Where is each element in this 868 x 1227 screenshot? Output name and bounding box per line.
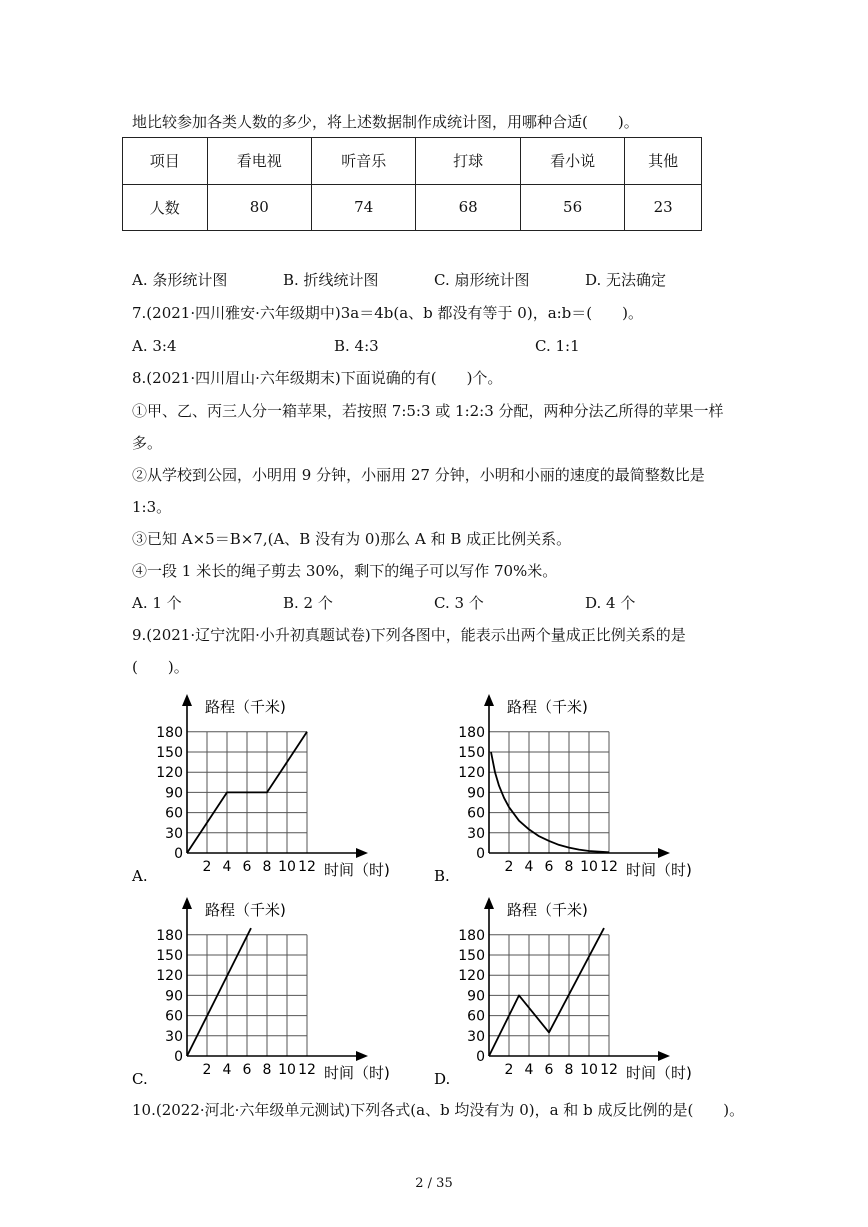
x-tick-label: 10 (278, 859, 296, 875)
q8-option-d[interactable]: D. 4 个 (585, 594, 636, 612)
q7-text: 7.(2021·四川雅安·六年级期中)3a＝4b(a、b 都没有等于 0)，a:b＝( )。 (132, 304, 643, 322)
series-line (489, 928, 604, 1056)
y-tick-label: 180 (458, 724, 485, 741)
option-label: A. (132, 867, 148, 885)
x-tick-label: 12 (600, 1062, 618, 1078)
y-tick-label: 90 (165, 785, 183, 802)
q8-item-4: ④一段 1 米长的绳子剪去 30%，剩下的绳子可以写作 70%米。 (132, 562, 558, 580)
y-tick-label: 180 (156, 724, 183, 741)
y-tick-label: 150 (156, 745, 183, 761)
graph-option-a[interactable] (130, 690, 400, 890)
x-axis-title: 时间（时) (324, 1064, 390, 1082)
graph-option-c[interactable] (130, 893, 400, 1093)
y-tick-label: 30 (165, 825, 183, 842)
q7-option-a[interactable]: A. 3:4 (132, 337, 177, 355)
q7-option-c[interactable]: C. 1:1 (535, 337, 580, 355)
y-tick-label: 0 (476, 846, 485, 862)
x-axis-title: 时间（时) (626, 861, 692, 879)
x-tick-label: 8 (564, 1062, 574, 1078)
graph-svg (130, 893, 400, 1093)
q6-intro: 地比较参加各类人数的多少，将上述数据制作成统计图，用哪种合适( )。 (132, 113, 639, 131)
x-tick-label: 12 (298, 859, 316, 875)
x-tick-label: 2 (504, 1062, 514, 1078)
q6-option-d[interactable]: D. 无法确定 (585, 271, 667, 289)
y-tick-label: 30 (165, 1028, 183, 1045)
table-cell: 看小说 (520, 138, 624, 185)
q8-item-2-cont: 1:3。 (132, 498, 172, 516)
x-tick-label: 12 (600, 859, 618, 875)
table-cell: 看电视 (207, 138, 311, 185)
option-label: C. (132, 1070, 148, 1088)
x-tick-label: 4 (524, 1062, 534, 1078)
q6-option-b[interactable]: B. 折线统计图 (283, 271, 379, 289)
x-tick-label: 8 (564, 859, 574, 875)
x-tick-label: 4 (222, 859, 232, 875)
q8-option-a[interactable]: A. 1 个 (132, 594, 182, 612)
y-tick-label: 90 (467, 988, 485, 1005)
option-label: B. (434, 867, 450, 885)
q6-option-c[interactable]: C. 扇形统计图 (434, 271, 530, 289)
y-tick-label: 60 (467, 1008, 485, 1025)
y-axis-arrow (484, 694, 494, 706)
table-cell: 23 (625, 184, 702, 231)
x-axis-title: 时间（时) (626, 1064, 692, 1082)
q9-text-cont: ( )。 (132, 658, 189, 676)
x-tick-label: 2 (504, 859, 514, 875)
x-tick-label: 10 (278, 1062, 296, 1078)
table-cell: 打球 (416, 138, 520, 185)
y-tick-label: 60 (165, 1008, 183, 1025)
y-tick-label: 30 (467, 825, 485, 842)
x-tick-label: 6 (242, 859, 252, 875)
y-tick-label: 180 (156, 927, 183, 944)
q8-option-c[interactable]: C. 3 个 (434, 594, 484, 612)
option-label: D. (434, 1070, 451, 1088)
series-line (187, 928, 251, 1056)
y-tick-label: 180 (458, 927, 485, 944)
x-tick-label: 2 (202, 1062, 212, 1078)
y-tick-label: 120 (458, 765, 485, 782)
q8-text: 8.(2021·四川眉山·六年级期末)下面说确的有( )个。 (132, 369, 503, 387)
x-tick-label: 12 (298, 1062, 316, 1078)
y-tick-label: 0 (174, 846, 183, 862)
y-tick-label: 0 (174, 1049, 183, 1065)
y-tick-label: 0 (476, 1049, 485, 1065)
x-tick-label: 6 (242, 1062, 252, 1078)
y-tick-label: 120 (156, 968, 183, 985)
x-axis-arrow (658, 1051, 670, 1061)
y-axis-title: 路程（千米) (507, 901, 588, 919)
y-tick-label: 60 (467, 805, 485, 822)
q7-option-b[interactable]: B. 4:3 (334, 337, 379, 355)
x-tick-label: 8 (262, 1062, 272, 1078)
q6-option-a[interactable]: A. 条形统计图 (132, 271, 228, 289)
x-axis-arrow (658, 848, 670, 858)
graph-svg (130, 690, 400, 890)
table-cell: 74 (311, 184, 415, 231)
y-axis-arrow (182, 694, 192, 706)
x-tick-label: 10 (580, 1062, 598, 1078)
y-tick-label: 120 (458, 968, 485, 985)
table-cell: 其他 (625, 138, 702, 185)
q10-text: 10.(2022·河北·六年级单元测试)下列各式(a、b 均没有为 0)，a 和 b 成反比例的是( )。 (132, 1101, 745, 1119)
y-tick-label: 60 (165, 805, 183, 822)
x-tick-label: 6 (544, 1062, 554, 1078)
q8-item-2: ②从学校到公园，小明用 9 分钟，小丽用 27 分钟，小明和小丽的速度的最简整数比是 (132, 466, 705, 484)
x-tick-label: 4 (524, 859, 534, 875)
x-axis-arrow (356, 1051, 368, 1061)
y-axis-arrow (182, 897, 192, 909)
y-tick-label: 150 (458, 745, 485, 761)
y-tick-label: 150 (458, 948, 485, 964)
q8-item-3: ③已知 A×5＝B×7,(A、B 没有为 0)那么 A 和 B 成正比例关系。 (132, 530, 572, 548)
q9-text: 9.(2021·辽宁沈阳·小升初真题试卷)下列各图中，能表示出两个量成正比例关系的是 (132, 626, 686, 644)
y-tick-label: 30 (467, 1028, 485, 1045)
y-tick-label: 120 (156, 765, 183, 782)
table-cell: 56 (520, 184, 624, 231)
y-axis-title: 路程（千米) (507, 698, 588, 716)
y-tick-label: 90 (165, 988, 183, 1005)
table-cell: 80 (207, 184, 311, 231)
x-tick-label: 10 (580, 859, 598, 875)
graph-svg (432, 690, 702, 890)
x-tick-label: 6 (544, 859, 554, 875)
x-axis-arrow (356, 848, 368, 858)
q8-item-1: ①甲、乙、丙三人分一箱苹果，若按照 7:5:3 或 1:2:3 分配，两种分法乙所得的苹果一样 (132, 402, 724, 420)
x-axis-title: 时间（时) (324, 861, 390, 879)
y-tick-label: 90 (467, 785, 485, 802)
graph-svg (432, 893, 702, 1093)
x-tick-label: 2 (202, 859, 212, 875)
table-row (123, 184, 702, 231)
y-axis-title: 路程（千米) (205, 698, 286, 716)
x-tick-label: 8 (262, 859, 272, 875)
page-number: 2 / 35 (415, 1176, 453, 1191)
y-tick-label: 150 (156, 948, 183, 964)
q8-option-b[interactable]: B. 2 个 (283, 594, 333, 612)
graph-option-b[interactable] (432, 690, 702, 890)
table-header-row (123, 138, 702, 185)
survey-table (122, 137, 702, 231)
graph-option-d[interactable] (432, 893, 702, 1093)
y-axis-arrow (484, 897, 494, 909)
table-cell: 项目 (123, 138, 208, 185)
table-cell: 68 (416, 184, 520, 231)
x-tick-label: 4 (222, 1062, 232, 1078)
table-cell: 人数 (123, 184, 208, 231)
y-axis-title: 路程（千米) (205, 901, 286, 919)
q8-item-1-cont: 多。 (132, 434, 163, 452)
table-cell: 听音乐 (311, 138, 415, 185)
